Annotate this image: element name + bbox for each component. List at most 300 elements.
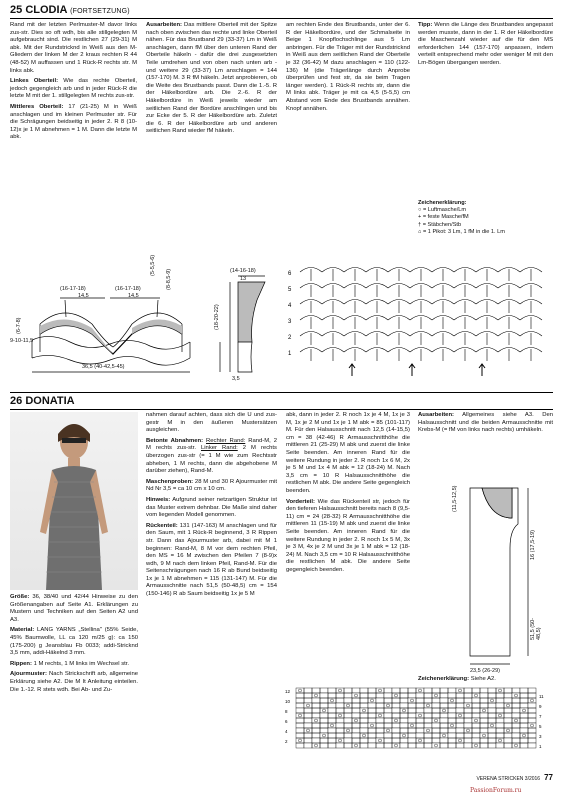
- s26-ribbing-text: 1 M rechts, 1 M links im Wechsel str.: [31, 660, 130, 667]
- chart-cell: [488, 688, 496, 693]
- chart-cell: [520, 703, 528, 708]
- chart-cell: [472, 688, 480, 693]
- chart-cell: [296, 728, 304, 733]
- chart-cell: [472, 718, 480, 723]
- yarn-over-mark: [451, 724, 454, 727]
- model-photo: [10, 412, 138, 590]
- chart-cell: [320, 703, 328, 708]
- yarn-over-mark: [515, 744, 518, 747]
- chart-cell: [440, 733, 448, 738]
- page-number: 77: [544, 773, 553, 782]
- chart-cell: [528, 688, 536, 693]
- chart-cell: [472, 738, 480, 743]
- s26-size-text: 36, 38/40 und 42/44: [29, 594, 89, 600]
- s26-col2-para1: nahmen darauf achten, dass sich die U und zus-gestr M in den äußeren Mustersätzen ausgleichen.: [146, 412, 277, 434]
- chart-cell: [464, 738, 472, 743]
- knit-row-label-left: 4: [285, 729, 288, 734]
- chart-cell: [392, 698, 400, 703]
- chart-cell: [328, 703, 336, 708]
- chart-cell: [512, 688, 520, 693]
- chart-cell: [312, 733, 320, 738]
- chart-cell: [440, 703, 448, 708]
- s25-left-top-text: Wie das rechte Oberteil, jedoch gegengleich arb und in jeder Rück-R die letzte M mit der 1. stillgelegten M rechts zus-str.: [10, 78, 137, 100]
- chart-cell: [520, 713, 528, 718]
- chart-cell: [376, 708, 384, 713]
- chart-cell: [296, 738, 304, 743]
- chart-cell: [456, 713, 464, 718]
- chart-cell: [328, 708, 336, 713]
- chart-cell: [480, 728, 488, 733]
- chart-cell: [480, 688, 488, 693]
- chart-cell: [384, 728, 392, 733]
- chart-cell: [384, 688, 392, 693]
- chart-cell: [528, 718, 536, 723]
- chart-cell: [408, 688, 416, 693]
- s26-column-3: [286, 412, 410, 577]
- s26-size-heading: Größe:: [10, 594, 30, 600]
- chart-cell: [464, 718, 472, 723]
- repeat-arrow-mark: [409, 364, 415, 376]
- chart-cell: [320, 718, 328, 723]
- chart-cell: [312, 703, 320, 708]
- chart-cell: [472, 733, 480, 738]
- chart-cell: [488, 743, 496, 748]
- yarn-over-mark: [475, 694, 478, 697]
- s26-ajour-heading: Ajourmuster:: [10, 671, 47, 678]
- s26-note-text: Aufgrund seiner netzartigen Struktur ist das Muster extrem dehnbar. Die Maße sind daher vom liegenden Modell genommen.: [146, 496, 277, 519]
- chart-cell: [392, 728, 400, 733]
- s25-legend: [418, 200, 558, 236]
- chart-cell: [424, 718, 432, 723]
- section-26-heading: [10, 395, 75, 407]
- chart-cell: [312, 713, 320, 718]
- chart-cell: [512, 733, 520, 738]
- s26-finishing-text: Allgemeines siehe A3. Den Halsausschnitt und die beiden Armausschnitte mit Krebs-M (= fM von links nach rechts) umhäkeln.: [418, 412, 553, 434]
- s25-dim-6: (8-8,5-9): [166, 268, 172, 290]
- chart-cell: [376, 723, 384, 728]
- s26-finishing-heading: Ausarbeiten:: [418, 412, 455, 418]
- chart-cell: [480, 733, 488, 738]
- s26-gauge-text: 28 M und 30 R Ajourmuster mit Nd Nr 3,5 = ca 10 cm x 10 cm.: [146, 478, 277, 493]
- chart-cell: [376, 693, 384, 698]
- chart-cell: [400, 718, 408, 723]
- chart-cell: [416, 693, 424, 698]
- yarn-over-mark: [395, 719, 398, 722]
- chart-cell: [416, 728, 424, 733]
- yarn-over-mark: [363, 734, 366, 737]
- section-26-number: 26: [10, 395, 23, 407]
- chart-cell: [464, 743, 472, 748]
- chart-cell: [336, 713, 344, 718]
- chart-cell: [432, 718, 440, 723]
- chart-cell: [368, 688, 376, 693]
- yarn-over-mark: [443, 709, 446, 712]
- chart-cell: [336, 703, 344, 708]
- chart-cell: [328, 728, 336, 733]
- chart-cell: [528, 728, 536, 733]
- yarn-over-mark: [483, 709, 486, 712]
- chart-cell: [360, 728, 368, 733]
- s25-legend-title: Zeichenerklärung:: [418, 200, 467, 206]
- chart-cell: [304, 733, 312, 738]
- chart-cell: [328, 713, 336, 718]
- chart-cell: [456, 738, 464, 743]
- chart-cell: [440, 728, 448, 733]
- chart-cell: [392, 743, 400, 748]
- chart-cell: [328, 738, 336, 743]
- yarn-over-mark: [395, 694, 398, 697]
- s25-dim-4: 14,5: [128, 293, 139, 299]
- chart-cell: [336, 723, 344, 728]
- chart-cell: [432, 693, 440, 698]
- chart-cell: [416, 713, 424, 718]
- s26-dim-neck: (11,5-12,5): [452, 485, 458, 512]
- chart-cell: [440, 688, 448, 693]
- chart-cell: [472, 708, 480, 713]
- chart-cell: [424, 743, 432, 748]
- repeat-arrow-mark: [349, 364, 355, 376]
- chart-cell: [504, 743, 512, 748]
- chart-cell: [432, 728, 440, 733]
- chart-cell: [456, 688, 464, 693]
- chart-cell: [512, 743, 520, 748]
- legend-item-sc: = feste Masche/fM: [422, 214, 469, 221]
- s26-column-1: [10, 594, 138, 697]
- yarn-over-mark: [459, 739, 462, 742]
- chart-cell: [304, 743, 312, 748]
- s26-note-heading: Hinweis:: [146, 496, 171, 503]
- chart-cell: [488, 723, 496, 728]
- yarn-over-mark: [331, 699, 334, 702]
- yarn-over-mark: [347, 729, 350, 732]
- chart-cell: [520, 693, 528, 698]
- chart-cell: [464, 708, 472, 713]
- chart-cell: [528, 703, 536, 708]
- yarn-over-mark: [459, 714, 462, 717]
- chart-cell: [432, 743, 440, 748]
- chart-cell: [296, 718, 304, 723]
- yarn-over-mark: [355, 719, 358, 722]
- chart-cell: [472, 723, 480, 728]
- chart-cell: [424, 733, 432, 738]
- yarn-over-mark: [507, 704, 510, 707]
- chart-cell: [448, 688, 456, 693]
- chart-cell: [512, 693, 520, 698]
- chart-cell: [520, 718, 528, 723]
- chart-cell: [336, 698, 344, 703]
- chart-cell: [456, 723, 464, 728]
- chart-cell: [392, 713, 400, 718]
- chart-cell: [368, 713, 376, 718]
- chart-cell: [360, 703, 368, 708]
- chart-cell: [344, 693, 352, 698]
- yarn-over-mark: [403, 709, 406, 712]
- chart-cell: [504, 733, 512, 738]
- chart-cell: [440, 738, 448, 743]
- chart-cell: [352, 698, 360, 703]
- chart-cell: [368, 723, 376, 728]
- chart-cell: [304, 738, 312, 743]
- chart-cell: [480, 703, 488, 708]
- yarn-over-mark: [451, 699, 454, 702]
- chart-cell: [512, 728, 520, 733]
- chart-cell: [392, 718, 400, 723]
- chart-cell: [336, 733, 344, 738]
- chart-cell: [512, 723, 520, 728]
- chart-cell: [520, 728, 528, 733]
- chart-cell: [520, 698, 528, 703]
- chart-cell: [472, 728, 480, 733]
- chart-cell: [432, 713, 440, 718]
- chart-cell: [440, 693, 448, 698]
- s26-col3-para1: abk, dann in jeder 2. R noch 1x je 4 M, 1x je 3 M, 1x je 2 M und 1x je 1 M abk = 85 (101-117) M. Für den Halsausschnitt nach 12,5 (14-15,5) cm = 38 (42-46) R Armausschnitthöhe die mittleren 21 (25-29) M abk und zuerst die linke Seite beenden. Am inneren Rand für die weitere Rundung in jeder 2. R noch 1x 6 M, 2x je 5 M und 1x 4 M abk = 12 (18-24) M. Nach 3,5 cm = 10 R Halsausschnitthöhe die restlichen M abk. Die andere Seite gegengleich beenden.: [286, 412, 410, 494]
- chart-cell: [528, 698, 536, 703]
- s25-column-1: [10, 22, 137, 145]
- section-25-subtitle: (FORTSETZUNG): [70, 8, 130, 15]
- chart-cell: [448, 698, 456, 703]
- knit-row-label-right: 9: [539, 704, 542, 709]
- yarn-over-mark: [387, 729, 390, 732]
- chart-cell: [320, 688, 328, 693]
- s25-mid-dim-top2: 13: [240, 276, 247, 282]
- chart-cell: [320, 738, 328, 743]
- s25-dim-5: (5-5,5-6): [150, 254, 156, 276]
- chart-cell: [464, 693, 472, 698]
- chart-cell: [296, 723, 304, 728]
- chart-cell: [328, 688, 336, 693]
- chart-cell: [368, 698, 376, 703]
- chart-cell: [312, 718, 320, 723]
- chart-cell: [400, 738, 408, 743]
- chart-cell: [392, 733, 400, 738]
- chart-cell: [360, 698, 368, 703]
- chart-cell: [320, 723, 328, 728]
- s26-ajour-text: Nach Strickschrift arb, allgemeine Erklärung siehe A2. Die M It Anleitung einteilen. Die 1.-12. R stets wdh. Bei Ab- und Zu-: [10, 671, 138, 693]
- chart-cell: [408, 703, 416, 708]
- s26-ribbing-heading: Rippen:: [10, 660, 32, 667]
- chart-cell: [384, 733, 392, 738]
- chart-cell: [496, 718, 504, 723]
- chart-cell: [360, 733, 368, 738]
- chart-cell: [352, 693, 360, 698]
- chart-cell: [448, 708, 456, 713]
- s26-legend-title: Zeichenerklärung:: [418, 676, 470, 682]
- knit-row-label-right: 7: [539, 714, 542, 719]
- knit-row-label-left: 12: [285, 689, 291, 694]
- s25-dim-3: (16-17-18): [115, 286, 141, 292]
- chart-cell: [368, 738, 376, 743]
- chart-cell: [360, 718, 368, 723]
- yarn-over-mark: [467, 729, 470, 732]
- chart-cell: [432, 733, 440, 738]
- chart-cell: [344, 718, 352, 723]
- s25-tip-text: Wenn die Länge des Brustbandes angepasst werden musste, dann in der 1. R der Häkelbordüre die Maschenzahl wieder auf die für den MS erforderlichen 144 (157-170) anpassen, indem verteilt entsprechend mehr oder weniger M mit den Lm-Bögen übergangen werden.: [418, 22, 553, 66]
- chart-cell: [504, 718, 512, 723]
- chart-cell: [456, 733, 464, 738]
- knit-row-label-right: 1: [539, 744, 542, 749]
- s25-dim-2: 14,5: [78, 293, 89, 299]
- chart-cell: [328, 698, 336, 703]
- s26-decrease-heading: Betonte Abnahmen:: [146, 437, 204, 444]
- section-25-heading: [10, 4, 130, 16]
- chart-cell: [424, 713, 432, 718]
- knit-row-label-right: 11: [539, 694, 544, 699]
- chart-cell: [480, 693, 488, 698]
- chart-cell: [376, 738, 384, 743]
- chart-cell: [464, 728, 472, 733]
- chart-cell: [352, 723, 360, 728]
- chart-cell: [352, 733, 360, 738]
- chart-cell: [488, 703, 496, 708]
- s25-column-4: [418, 22, 553, 71]
- chart-cell: [464, 703, 472, 708]
- chart-cell: [304, 723, 312, 728]
- chart-cell: [512, 703, 520, 708]
- yarn-over-mark: [515, 719, 518, 722]
- yarn-over-mark: [395, 744, 398, 747]
- section-26-rule: [10, 409, 553, 410]
- chart-cell: [328, 693, 336, 698]
- yarn-over-mark: [339, 714, 342, 717]
- chart-cell: [488, 713, 496, 718]
- s25-dim-9: 9-10-11,5: [10, 338, 34, 344]
- knit-row-label-left: 10: [285, 699, 291, 704]
- chart-cell: [416, 738, 424, 743]
- yarn-over-mark: [435, 694, 438, 697]
- chart-cell: [408, 698, 416, 703]
- chart-cell: [408, 738, 416, 743]
- chart-cell: [352, 728, 360, 733]
- chart-cell: [336, 718, 344, 723]
- yarn-over-mark: [531, 699, 534, 702]
- chart-cell: [296, 713, 304, 718]
- yarn-over-mark: [371, 699, 374, 702]
- chart-cell: [480, 718, 488, 723]
- chart-cell: [360, 708, 368, 713]
- chart-cell: [352, 713, 360, 718]
- chart-cell: [512, 698, 520, 703]
- yarn-over-mark: [427, 704, 430, 707]
- chart-cell: [472, 703, 480, 708]
- chart-cell: [408, 728, 416, 733]
- chart-cell: [496, 708, 504, 713]
- chart-cell: [408, 708, 416, 713]
- chart-cell: [400, 723, 408, 728]
- chart-cell: [496, 688, 504, 693]
- chart-cell: [504, 698, 512, 703]
- yarn-over-mark: [379, 689, 382, 692]
- chart-cell: [360, 693, 368, 698]
- chart-cell: [440, 743, 448, 748]
- chart-cell: [352, 718, 360, 723]
- chart-cell: [448, 693, 456, 698]
- yarn-over-mark: [403, 734, 406, 737]
- chart-cell: [376, 743, 384, 748]
- chart-cell: [520, 733, 528, 738]
- chart-cell: [432, 708, 440, 713]
- chart-cell: [328, 733, 336, 738]
- chart-cell: [488, 708, 496, 713]
- chart-cell: [336, 743, 344, 748]
- yarn-over-mark: [499, 689, 502, 692]
- chart-cell: [344, 723, 352, 728]
- chart-cell: [456, 718, 464, 723]
- knit-row-label-left: 8: [285, 709, 288, 714]
- chart-cell: [416, 688, 424, 693]
- picot-icon: ⌂: [418, 228, 422, 235]
- chart-cell: [304, 718, 312, 723]
- chart-cell: [488, 698, 496, 703]
- yarn-over-mark: [411, 724, 414, 727]
- s25-col1-para1: Rand mit der letzten Perlmuster-M davor links zus-str. Dies so oft wdh, bis alle stillgelegten M aufgebraucht sind. Die restlichen 27 (29-31) M abk. Mit der Rundstricknd in Weiß aus den M-Gliedern der linken M der 2 kraus rechten R 44 (48-52) M auffassen und 1 Rück-R rechts str. M links abk.: [10, 22, 137, 74]
- yarn-over-mark: [499, 739, 502, 742]
- knit-row-label-left: 2: [285, 739, 288, 744]
- chart-cell: [488, 718, 496, 723]
- chart-cell: [440, 713, 448, 718]
- chart-cell: [408, 718, 416, 723]
- chart-cell: [480, 713, 488, 718]
- chain-stitch-icon: ○: [418, 207, 422, 214]
- section-25-number: 25: [10, 4, 23, 16]
- chart-cell: [496, 698, 504, 703]
- chart-cell: [344, 713, 352, 718]
- chart-cell: [376, 728, 384, 733]
- chart-cell: [368, 743, 376, 748]
- chart-cell: [392, 693, 400, 698]
- chart-cell: [504, 688, 512, 693]
- double-crochet-icon: †: [418, 221, 422, 228]
- chart-cell: [464, 713, 472, 718]
- chart-cell: [400, 728, 408, 733]
- chart-cell: [400, 713, 408, 718]
- yarn-over-mark: [339, 689, 342, 692]
- chart-cell: [424, 738, 432, 743]
- chart-cell: [432, 688, 440, 693]
- s25-mid-dim-top: (14-16-18): [230, 268, 256, 274]
- yarn-over-mark: [419, 689, 422, 692]
- chart-cell: [384, 743, 392, 748]
- chart-cell: [336, 728, 344, 733]
- chart-cell: [432, 703, 440, 708]
- site-watermark: PassionForum.ru: [470, 787, 522, 794]
- chart-cell: [424, 693, 432, 698]
- chart-cell: [384, 708, 392, 713]
- yarn-over-mark: [323, 709, 326, 712]
- chart-cell: [400, 703, 408, 708]
- yarn-over-mark: [435, 719, 438, 722]
- chart-cell: [448, 728, 456, 733]
- yarn-over-mark: [299, 714, 302, 717]
- repeat-arrow-mark: [479, 364, 485, 376]
- s26-legend-ref: Siehe A2.: [469, 676, 496, 682]
- chart-cell: [352, 688, 360, 693]
- chart-cell: [480, 743, 488, 748]
- knit-row-label-right: 5: [539, 724, 542, 729]
- chart-cell: [304, 703, 312, 708]
- chart-cell: [424, 703, 432, 708]
- chart-cell: [392, 723, 400, 728]
- chart-cell: [528, 708, 536, 713]
- s25-mid-dim-bottom: 3,5: [232, 376, 240, 382]
- chart-cell: [416, 703, 424, 708]
- single-crochet-icon: +: [418, 214, 422, 221]
- chart-cell: [456, 703, 464, 708]
- s25-column-3: [286, 22, 410, 116]
- yarn-over-mark: [307, 729, 310, 732]
- chart-cell: [320, 708, 328, 713]
- chart-cell: [392, 703, 400, 708]
- chart-cell: [416, 708, 424, 713]
